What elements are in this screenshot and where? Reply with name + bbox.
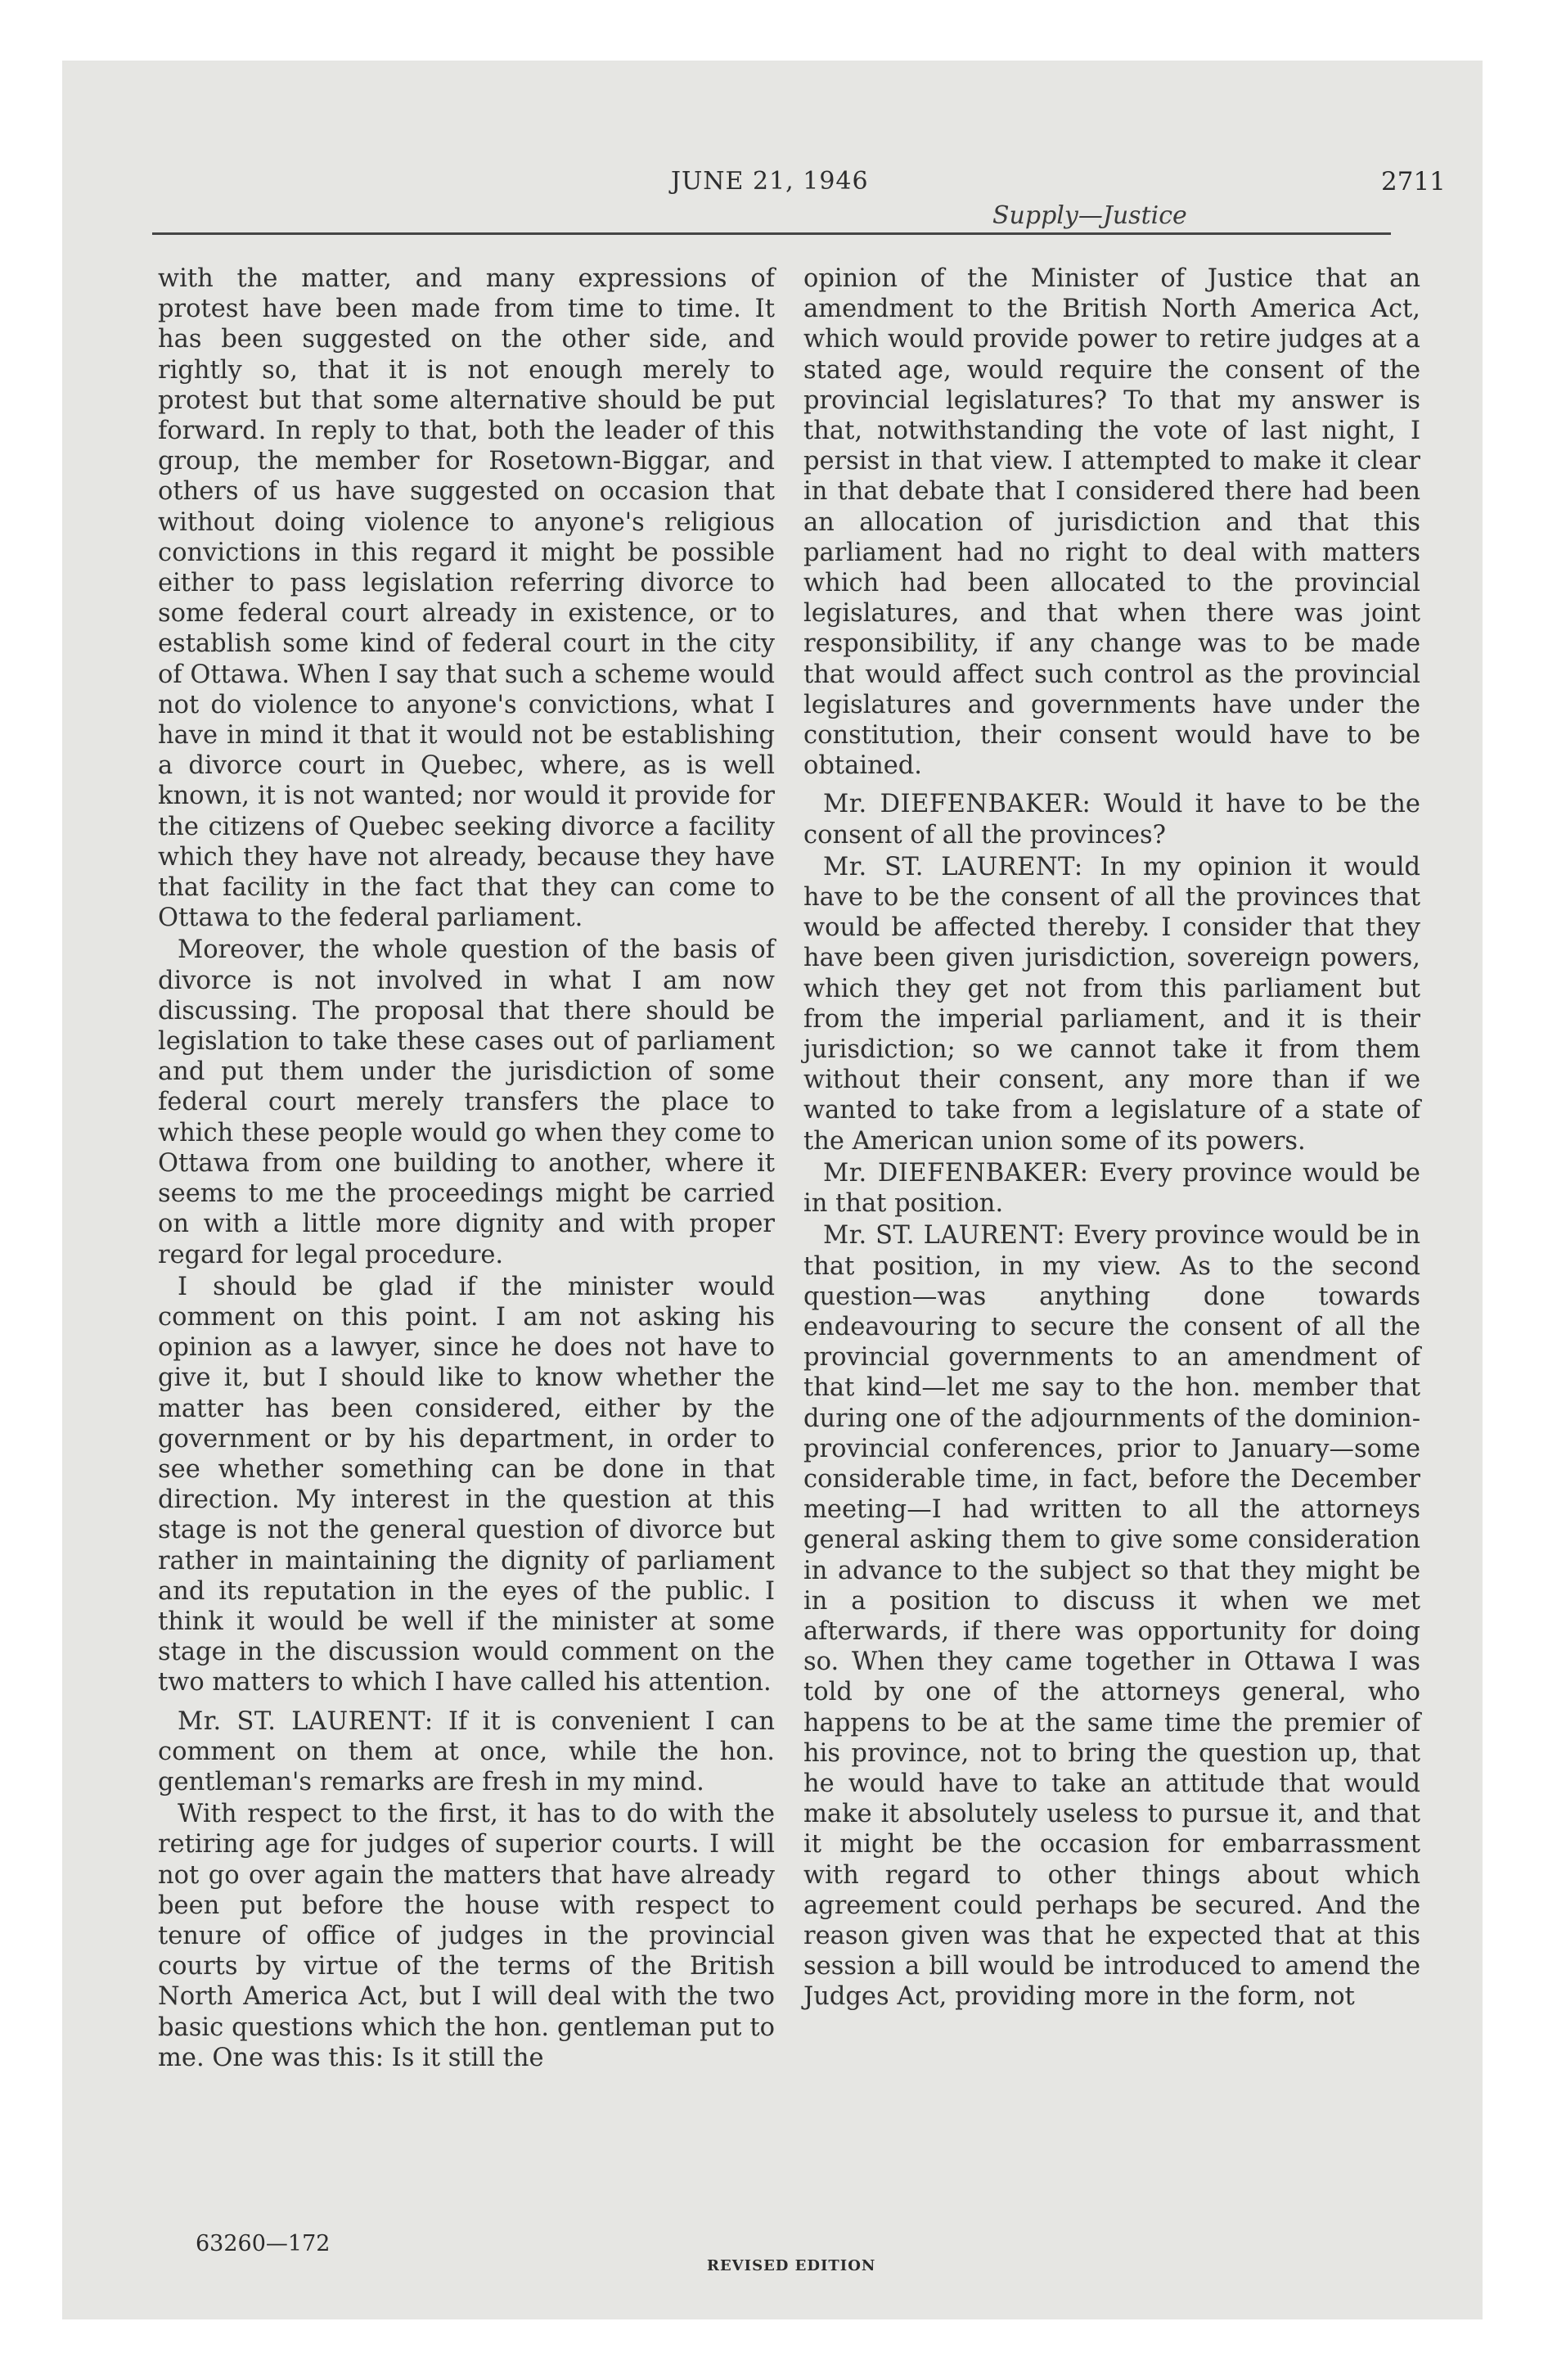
header-rule xyxy=(152,232,1391,235)
speaker-name: Mr. DIEFENBAKER: xyxy=(823,1158,1089,1188)
page-number: 2711 xyxy=(1381,167,1446,196)
speech-paragraph: Mr. ST. LAURENT: If it is convenient I can comment on them at once, while the hon. gentleman's remarks are fresh in my mind. xyxy=(158,1706,775,1796)
speaker-name: Mr. ST. LAURENT: xyxy=(823,1221,1066,1251)
right-column xyxy=(803,264,1420,2013)
paragraph: I should be glad if the minister would comment on this point. I am not asking his opinion as a lawyer, since he does not have to give it, but I should like to know whether the matter has been considered, either by the government or by his department, in order to see whether something can be done in that direction. My interest in the question at this stage is not the general question of divorce but rather in maintaining the dignity of parliament and its reputation in the eyes of the public. I think it would be well if the minister at some stage in the discussion would comment on the two matters to which I have called his attention. xyxy=(158,1272,775,1697)
paragraph: With respect to the first, it has to do with the retiring age for judges of superior courts. I will not go over again the matters that have already been put before the house with respect to tenure of office of judges in the provincial courts by virtue of the terms of the British North America Act, but I will deal with the two basic questions which the hon. gentleman put to me. One was this: Is it still the xyxy=(158,1800,775,2072)
speaker-name: Mr. ST. LAURENT: xyxy=(823,852,1083,881)
paragraph: Moreover, the whole question of the basis of divorce is not involved in what I am now discussing. The proposal that there should be legislation to take these cases out of parliament and put them under the jurisdiction of some federal court merely transfers the place to which these people would go when they come to Ottawa from one building to another, where it seems to me the proceedings might be carried on with a little more dignity and with proper regard for legal procedure. xyxy=(158,935,775,1269)
paragraph: opinion of the Minister of Justice that an amendment to the British North America Act, which would provide power to retire judges at a stated age, would require the consent of the provincial legislatures? To that my answer is that, notwithstanding the vote of last night, I persist in that view. I attempted to make it clear in that debate that I considered there had been an allocation of jurisdiction and that this parliament had no right to deal with matters which had been allocated to the provincial legislatures, and that when there was joint responsibility, if any change was to be made that would affect such control as the provincial legislatures and governments have under the constitution, their consent would have to be obtained. xyxy=(803,264,1420,781)
footer-edition: REVISED EDITION xyxy=(707,2257,876,2274)
section-title: Supply—Justice xyxy=(992,201,1187,230)
speech-paragraph: Mr. ST. LAURENT: Every province would be in that position, in my view. As to the second question—was anything done towards endeavouring to secure the consent of all the provincial governments to an amendment of that kind—let me say to the hon. member that during one of the adjournments of the dominion-provincial conferences, prior to January—some considerable time, in fact, before the December meeting—I had written to all the attorneys general asking them to give some consideration in advance to the subject so that they might be in a position to discuss it when we met afterwards, if there was opportunity for doing so. When they came together in Ottawa I was told by one of the attorneys general, who happens to be at the same time the premier of his province, not to bring the question up, that he would have to take an attitude that would make it absolutely useless to pursue it, and that it might be the occasion for embarrassment with regard to other things about which agreement could perhaps be secured. And the reason given was that he expected that at this session a bill would be introduced to amend the Judges Act, providing more in the form, not xyxy=(803,1221,1420,2012)
page xyxy=(62,61,1483,2319)
speech-paragraph: Mr. ST. LAURENT: In my opinion it would have to be the consent of all the provinces that would be affected thereby. I consider that they have been given jurisdiction, sovereign powers, which they get not from this parliament but from the imperial parliament, and it is their jurisdiction; so we cannot take it from them without their consent, any more than if we wanted to take from a legislature of a state of the American union some of its powers. xyxy=(803,852,1420,1156)
footer-code: 63260—172 xyxy=(196,2231,331,2256)
speaker-name: Mr. DIEFENBAKER: xyxy=(823,790,1091,819)
paragraph: with the matter, and many expressions of protest have been made from time to time. It has been suggested on the other side, and rightly so, that it is not enough merely to protest but that some alternative should be put forward. In reply to that, both the leader of this group, the member for Rosetown-Biggar, and others of us have suggested on occasion that without doing violence to anyone's religious convictions in this regard it might be possible either to pass legislation referring divorce to some federal court already in existence, or to establish some kind of federal court in the city of Ottawa. When I say that such a scheme would not do violence to anyone's convictions, what I have in mind it that it would not be establishing a divorce court in Quebec, where, as is well known, it is not wanted; nor would it provide for the citizens of Quebec seeking divorce a facility which they have not already, because they have that facility in the fact that they can come to Ottawa to the federal parliament. xyxy=(158,264,775,933)
speaker-name: Mr. ST. LAURENT: xyxy=(178,1706,434,1736)
left-column xyxy=(158,264,775,2073)
speech-paragraph: Mr. DIEFENBAKER: Every province would be in that position. xyxy=(803,1158,1420,1219)
speech-paragraph: Mr. DIEFENBAKER: Would it have to be the consent of all the provinces? xyxy=(803,790,1420,850)
header-date: JUNE 21, 1946 xyxy=(671,167,869,196)
